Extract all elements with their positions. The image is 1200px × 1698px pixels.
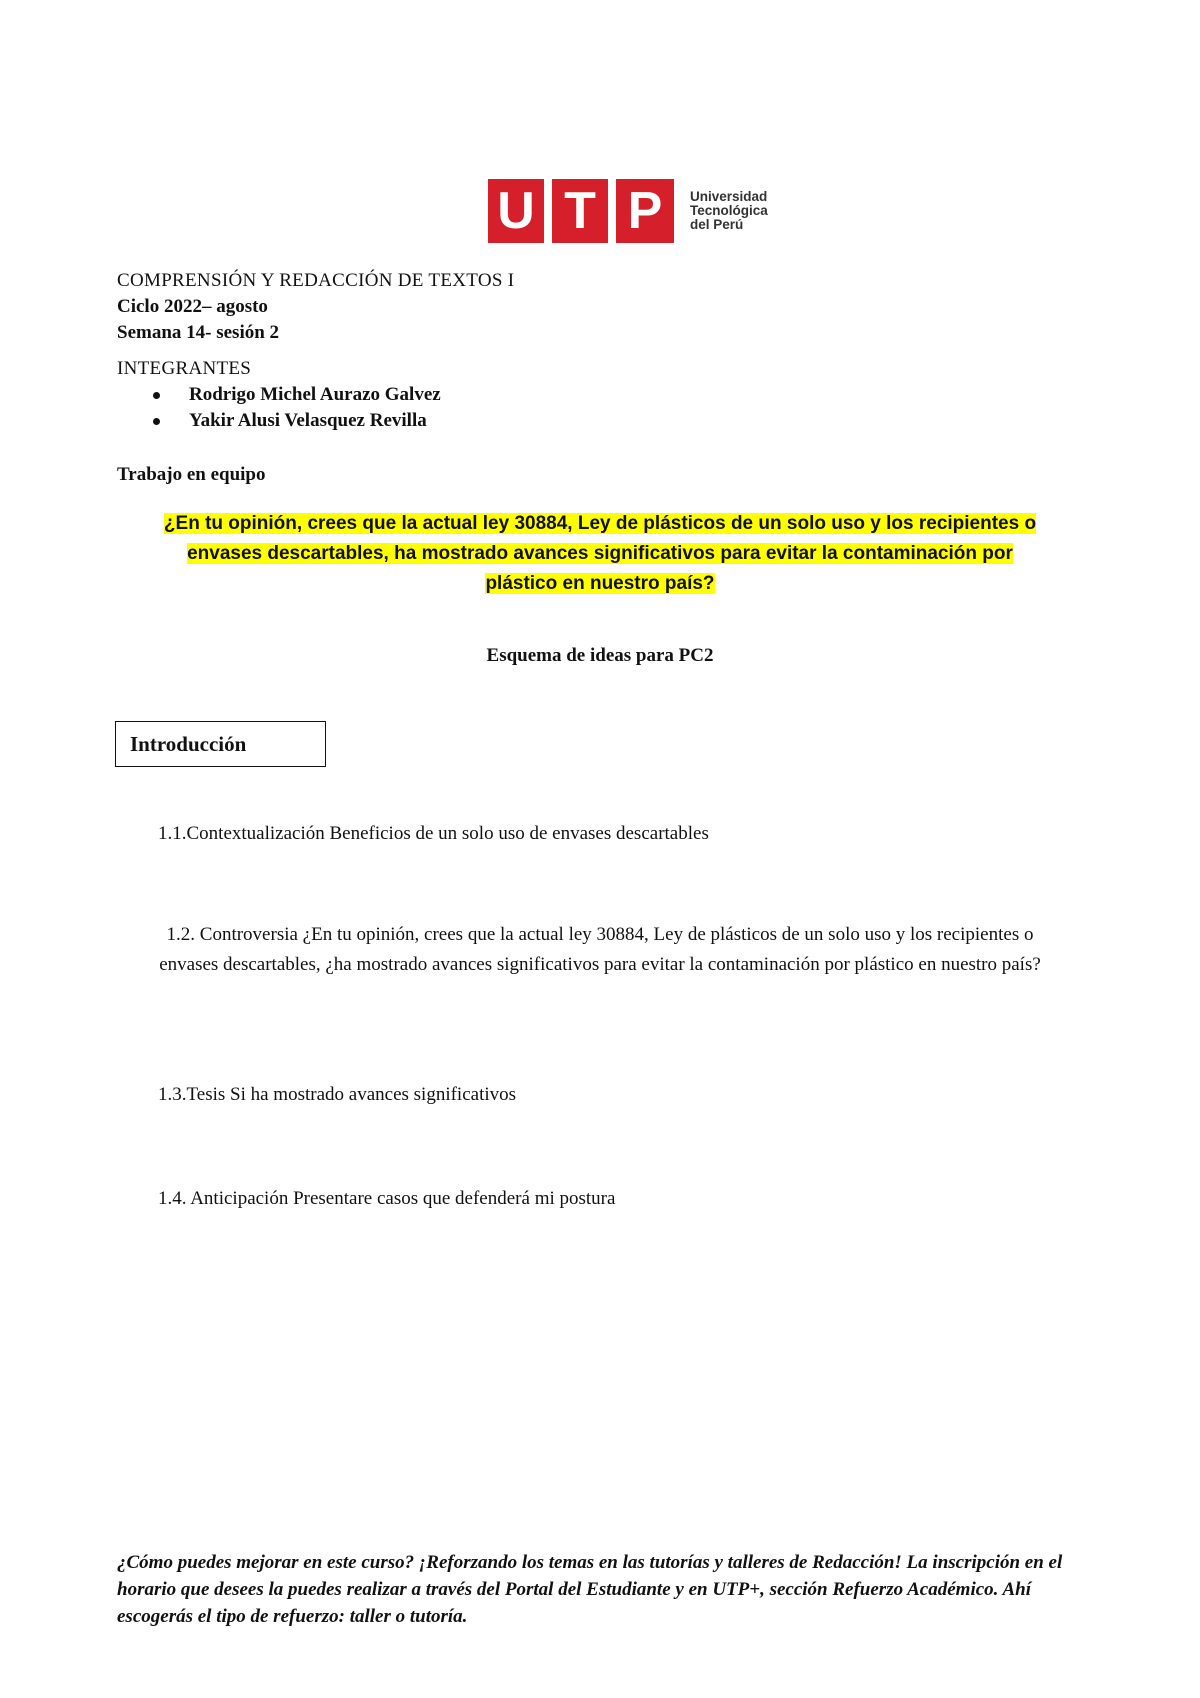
outline-item: 1.1.Contextualización Beneficios de un solo uso de envases descartables: [158, 823, 709, 844]
outline-item: 1.2. Controversia ¿En tu opinión, crees que la actual ley 30884, Ley de plásticos de un solo uso y los recipientes o envases descartables, ¿ha mostrado avances significativos para evitar la contaminación por plástico en nuestro país?: [159, 924, 1041, 975]
utp-logo: [488, 179, 768, 243]
section-title-box: Introducción: [115, 721, 326, 767]
outline-item: 1.4. Anticipación Presentare casos que defenderá mi postura: [158, 1188, 616, 1209]
schema-title: Esquema de ideas para PC2: [486, 645, 714, 666]
course-cycle: Ciclo 2022– agosto: [117, 296, 268, 317]
course-week: Semana 14- sesión 2: [117, 322, 280, 343]
member-item: Yakir Alusi Velasquez Revilla: [117, 408, 441, 434]
question-text: ¿En tu opinión, crees que la actual ley 30884, Ley de plásticos de un solo uso y los recipientes o envases descartables, ha mostrado avances significativos para evitar la contaminación por plástico en nuestro país?: [163, 513, 1037, 594]
logo-letter-u: U: [488, 179, 544, 243]
logo-letter-t: T: [552, 179, 608, 243]
members-section: [117, 356, 441, 434]
footer-note: ¿Cómo puedes mejorar en este curso? ¡Reforzando los temas en las tutorías y talleres de Redacción! La inscripción en el horario que desees la puedes realizar a través del Portal del Estudiante y en UTP+, sección Refuerzo Académico. Ahí escogerás el tipo de refuerzo: taller o tutoría.: [117, 1552, 1063, 1627]
members-list: [117, 382, 441, 434]
course-title: COMPRENSIÓN Y REDACCIÓN DE TEXTOS I: [117, 270, 515, 291]
members-label: INTEGRANTES: [117, 358, 252, 379]
member-item: Rodrigo Michel Aurazo Galvez: [117, 382, 441, 408]
logo-university-name: Universidad Tecnológica del Perú: [690, 189, 768, 232]
team-work-label: Trabajo en equipo: [117, 464, 266, 485]
highlighted-question: [150, 509, 1050, 599]
outline-item: 1.3.Tesis Si ha mostrado avances significativos: [158, 1084, 517, 1105]
document-header: [117, 268, 514, 346]
logo-letter-p: P: [616, 179, 674, 243]
